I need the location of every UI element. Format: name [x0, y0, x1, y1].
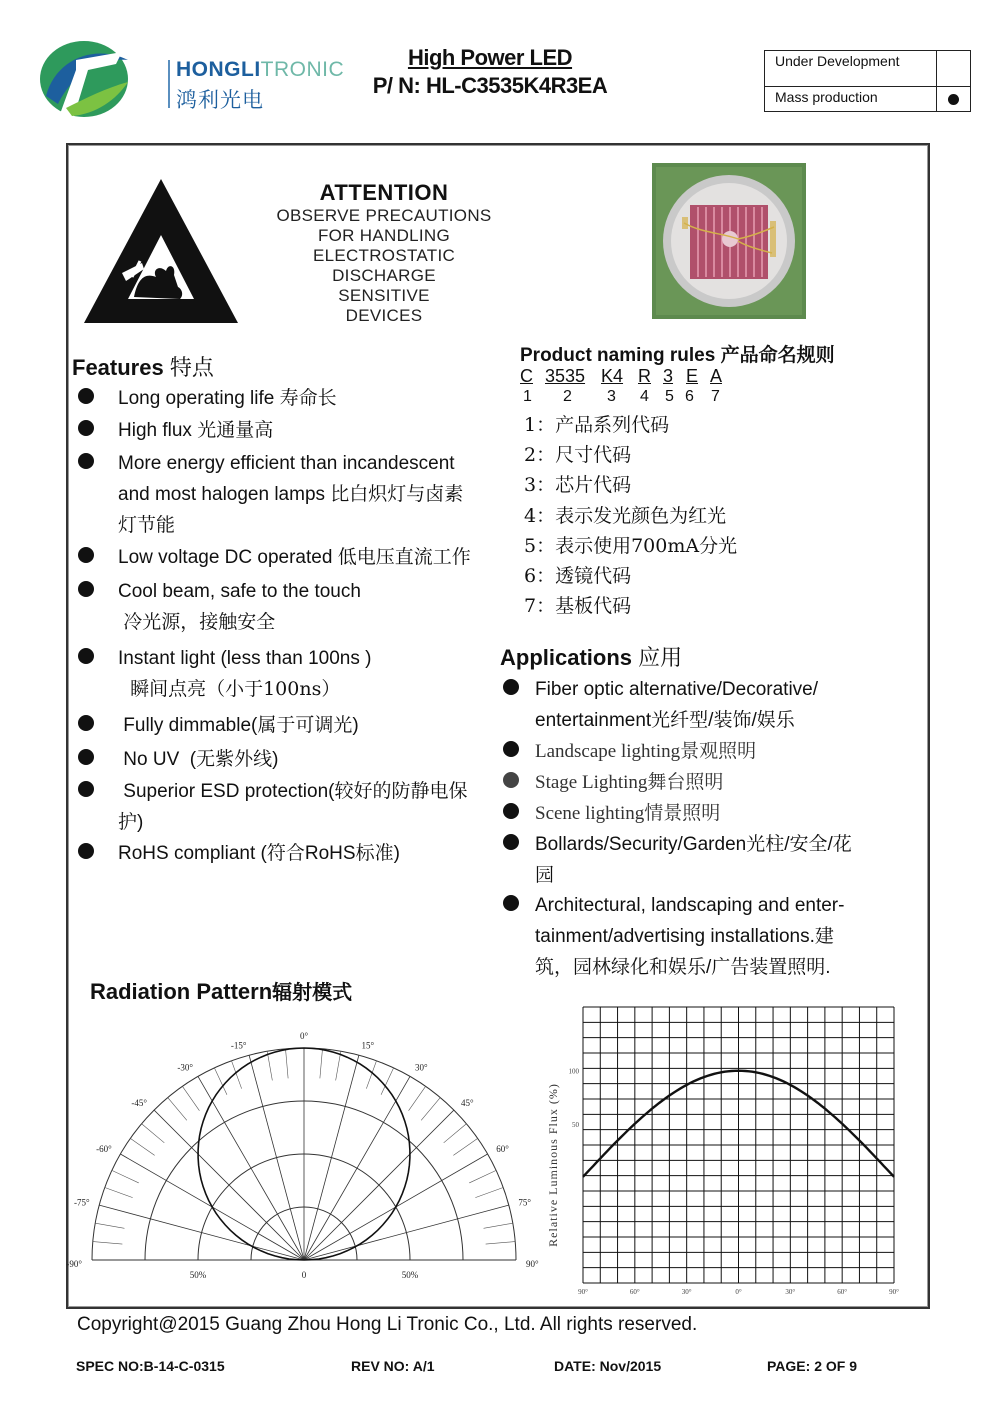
naming-code-index: 1	[523, 388, 532, 405]
polar-radiation-chart	[66, 1031, 542, 1286]
polar-minor-spoke	[484, 1223, 513, 1228]
attention-line: ELECTROSTATIC	[312, 246, 456, 265]
spec-number: SPEC NO:B-14-C-0315	[76, 1358, 225, 1374]
naming-rule: 6：透镜代码	[524, 565, 632, 588]
application-line: 园	[535, 865, 555, 886]
polar-minor-spoke	[336, 1051, 341, 1080]
polar-spoke	[304, 1205, 509, 1260]
applications-title	[500, 641, 682, 672]
polar-spoke	[99, 1205, 304, 1260]
naming-code-segment: A	[710, 366, 723, 386]
applications-title-en: Applications	[500, 645, 633, 670]
polar-angle-label: -15°	[230, 1040, 247, 1051]
logo-text-en-part1: HONGLI	[176, 58, 261, 81]
polar-spoke	[304, 1055, 359, 1260]
bullet-icon	[78, 420, 94, 436]
bullet-icon	[78, 781, 94, 797]
attention-line: SENSITIVE	[338, 286, 430, 305]
document-date: DATE: Nov/2015	[554, 1358, 662, 1374]
polar-minor-spoke	[469, 1170, 496, 1183]
application-line: Landscape lighting景观照明	[535, 741, 757, 762]
naming-code-index: 5	[665, 388, 674, 405]
naming-code-index: 7	[711, 388, 720, 405]
document-title	[340, 44, 640, 100]
radiation-title-cn: 辐射模式	[272, 980, 353, 1004]
feature-line: More energy efficient than incandescent	[118, 453, 455, 474]
polar-spoke	[304, 1110, 454, 1260]
copyright-notice: Copyright@2015 Guang Zhou Hong Li Tronic Co., Ltd. All rights reserved.	[77, 1314, 698, 1335]
application-line: Stage Lighting舞台照明	[535, 772, 724, 793]
feature-line: Superior ESD protection(较好的防静电保	[118, 781, 468, 802]
attention-line: FOR HANDLING	[317, 226, 451, 245]
status-label: Mass production	[775, 89, 878, 105]
bullet-icon	[503, 741, 519, 757]
application-line: Bollards/Security/Garden光柱/安全/花	[535, 834, 852, 855]
attention-line: DEVICES	[345, 306, 423, 325]
bullet-icon	[78, 453, 94, 469]
x-tick-label: 30°	[785, 1288, 796, 1296]
polar-minor-spoke	[320, 1049, 323, 1079]
polar-angle-label: 0°	[299, 1031, 309, 1041]
polar-minor-spoke	[112, 1170, 139, 1183]
polar-angle-label: 45°	[460, 1098, 474, 1109]
feature-line: 灯节能	[118, 515, 176, 536]
bullet-icon	[78, 843, 94, 859]
naming-code-segment: 3535	[545, 366, 586, 386]
naming-rule: 7：基板代码	[524, 595, 632, 618]
polar-spoke	[198, 1076, 304, 1260]
page-number: PAGE: 2 OF 9	[767, 1358, 857, 1374]
feature-line: Low voltage DC operated 低电压直流工作	[118, 547, 471, 568]
naming-rule: 2：尺寸代码	[524, 444, 632, 467]
feature-line: 冷光源，接触安全	[118, 612, 276, 633]
feature-line: Fully dimmable(属于可调光)	[118, 715, 359, 736]
polar-spoke	[154, 1110, 304, 1260]
led-product-photo	[652, 163, 806, 319]
y-axis-title: Relative Luminous Flux (%)	[546, 1083, 560, 1247]
polar-minor-spoke	[453, 1138, 477, 1155]
polar-angle-label: -90°	[66, 1259, 82, 1269]
features-title-cn: 特点	[169, 356, 214, 381]
logo-text-en-part2: TRONIC	[260, 58, 345, 81]
polar-minor-spoke	[130, 1138, 154, 1155]
polar-minor-spoke	[95, 1223, 124, 1228]
naming-code-index: 6	[685, 388, 694, 405]
application-line: tainment/advertising installations.建	[535, 926, 834, 947]
polar-minor-spoke	[214, 1068, 227, 1095]
naming-code-index: 2	[563, 388, 572, 405]
features-title-en: Features	[72, 355, 164, 380]
logo-text-cn: 鸿利光电	[176, 88, 264, 112]
checked-dot-icon	[948, 94, 959, 105]
feature-line: and most halogen lamps 比白炽灯与卤素	[118, 484, 464, 505]
naming-code-segment: C	[520, 366, 533, 386]
applications-title-cn: 应用	[638, 646, 683, 671]
logo-text-en	[176, 58, 344, 82]
application-line: Scene lighting情景照明	[535, 803, 721, 824]
polar-angle-label: -75°	[73, 1197, 90, 1208]
polar-minor-spoke	[286, 1049, 289, 1079]
status-checkbox	[936, 87, 970, 111]
application-line: Fiber optic alternative/Decorative/	[535, 679, 819, 700]
status-label: Under Development	[775, 53, 900, 69]
polar-angle-label: 30°	[415, 1062, 428, 1073]
bullet-icon	[78, 749, 94, 765]
naming-rule: 3：芯片代码	[524, 474, 632, 497]
application-line: Architectural, landscaping and enter-	[535, 895, 845, 916]
application-line: 筑，园林绿化和娱乐/广告装置照明.	[535, 957, 831, 978]
bullet-icon	[503, 803, 519, 819]
polar-spoke	[304, 1076, 410, 1260]
attention-line: OBSERVE PRECAUTIONS	[276, 206, 492, 225]
polar-minor-spoke	[267, 1051, 272, 1080]
polar-angle-label: 90°	[526, 1259, 539, 1269]
x-tick-label: 90°	[578, 1288, 588, 1296]
polar-angle-label: -60°	[96, 1144, 112, 1154]
polar-minor-spoke	[182, 1086, 199, 1110]
naming-code-segment: 3	[663, 366, 674, 386]
polar-minor-spoke	[409, 1086, 426, 1110]
x-tick-label: 90°	[889, 1288, 899, 1296]
status-table	[764, 50, 971, 112]
naming-code-index: 3	[607, 388, 616, 405]
radiation-pattern-title	[90, 976, 352, 1005]
feature-line: Cool beam, safe to the touch	[118, 581, 361, 602]
polar-spoke	[249, 1055, 304, 1260]
polar-minor-spoke	[381, 1068, 394, 1095]
naming-code-segment: K4	[601, 366, 624, 386]
part-number: P/ N: HL-C3535K4R3EA	[372, 73, 608, 98]
bullet-icon	[78, 388, 94, 404]
radiation-title-en: Radiation Pattern	[90, 979, 273, 1004]
relative-flux-chart	[540, 1003, 910, 1299]
polar-radial-label: 0	[301, 1270, 307, 1280]
x-tick-label: 60°	[837, 1288, 848, 1296]
features-title	[72, 351, 214, 382]
feature-line: High flux 光通量高	[118, 420, 274, 441]
application-line: entertainment光纤型/装饰/娱乐	[535, 710, 795, 731]
attention-line: DISCHARGE	[332, 266, 436, 285]
polar-minor-spoke	[168, 1098, 187, 1121]
polar-angle-label: 60°	[496, 1144, 509, 1154]
polar-minor-spoke	[421, 1098, 440, 1121]
polar-radial-label: 50%	[401, 1270, 419, 1280]
feature-line: Long operating life 寿命长	[118, 388, 337, 409]
x-tick-label: 0°	[735, 1288, 742, 1296]
attention-heading: ATTENTION	[319, 180, 449, 205]
status-row-under-development	[765, 51, 970, 87]
naming-code-index: 4	[640, 388, 649, 405]
naming-rules-title: Product naming rules 产品命名规则	[520, 345, 835, 366]
polar-minor-spoke	[475, 1187, 503, 1197]
polar-minor-spoke	[444, 1124, 467, 1143]
bullet-icon	[78, 547, 94, 563]
naming-code-segment: R	[638, 366, 651, 386]
bullet-icon	[503, 679, 519, 695]
polar-angle-label: -30°	[177, 1062, 193, 1073]
naming-rule: 1：产品系列代码	[524, 414, 670, 436]
y-tick-label: 100	[568, 1067, 579, 1076]
polar-angle-label: 15°	[361, 1040, 375, 1051]
company-logo	[36, 38, 345, 120]
feature-line: Instant light (less than 100ns )	[118, 648, 372, 669]
esd-warning-icon	[82, 177, 240, 325]
polar-radial-label: 50%	[189, 1270, 207, 1280]
bullet-icon	[503, 834, 519, 850]
naming-rules-list	[524, 410, 737, 621]
naming-code-segment: E	[686, 366, 699, 386]
polar-minor-spoke	[105, 1187, 133, 1197]
naming-rule: 5：表示使用700mA分光	[524, 534, 738, 557]
naming-rule: 4：表示发光颜色为红光	[524, 504, 727, 527]
bullet-icon	[78, 715, 94, 731]
company-logo-mark	[36, 38, 136, 120]
x-tick-label: 60°	[629, 1288, 640, 1296]
polar-minor-spoke	[486, 1242, 516, 1245]
polar-minor-spoke	[93, 1242, 123, 1245]
logo-divider	[168, 60, 170, 108]
polar-minor-spoke	[142, 1124, 165, 1143]
polar-angle-label: -45°	[131, 1098, 148, 1109]
esd-attention-notice	[262, 180, 506, 326]
polar-angle-label: 75°	[518, 1197, 532, 1208]
status-row-mass-production	[765, 87, 970, 111]
feature-line: RoHS compliant (符合RoHS标准)	[118, 843, 400, 864]
bullet-icon	[503, 895, 519, 911]
feature-line: 护)	[118, 812, 144, 833]
feature-line: No UV (无紫外线)	[118, 749, 279, 770]
product-title: High Power LED	[407, 45, 573, 70]
x-tick-label: 30°	[681, 1288, 692, 1296]
y-tick-label: 50	[572, 1120, 579, 1129]
feature-line: 瞬间点亮（小于100ns）	[118, 678, 341, 700]
revision-number: REV NO: A/1	[351, 1358, 435, 1374]
status-checkbox	[936, 51, 970, 86]
bullet-icon	[503, 772, 519, 788]
bullet-icon	[78, 581, 94, 597]
bullet-icon	[78, 648, 94, 664]
